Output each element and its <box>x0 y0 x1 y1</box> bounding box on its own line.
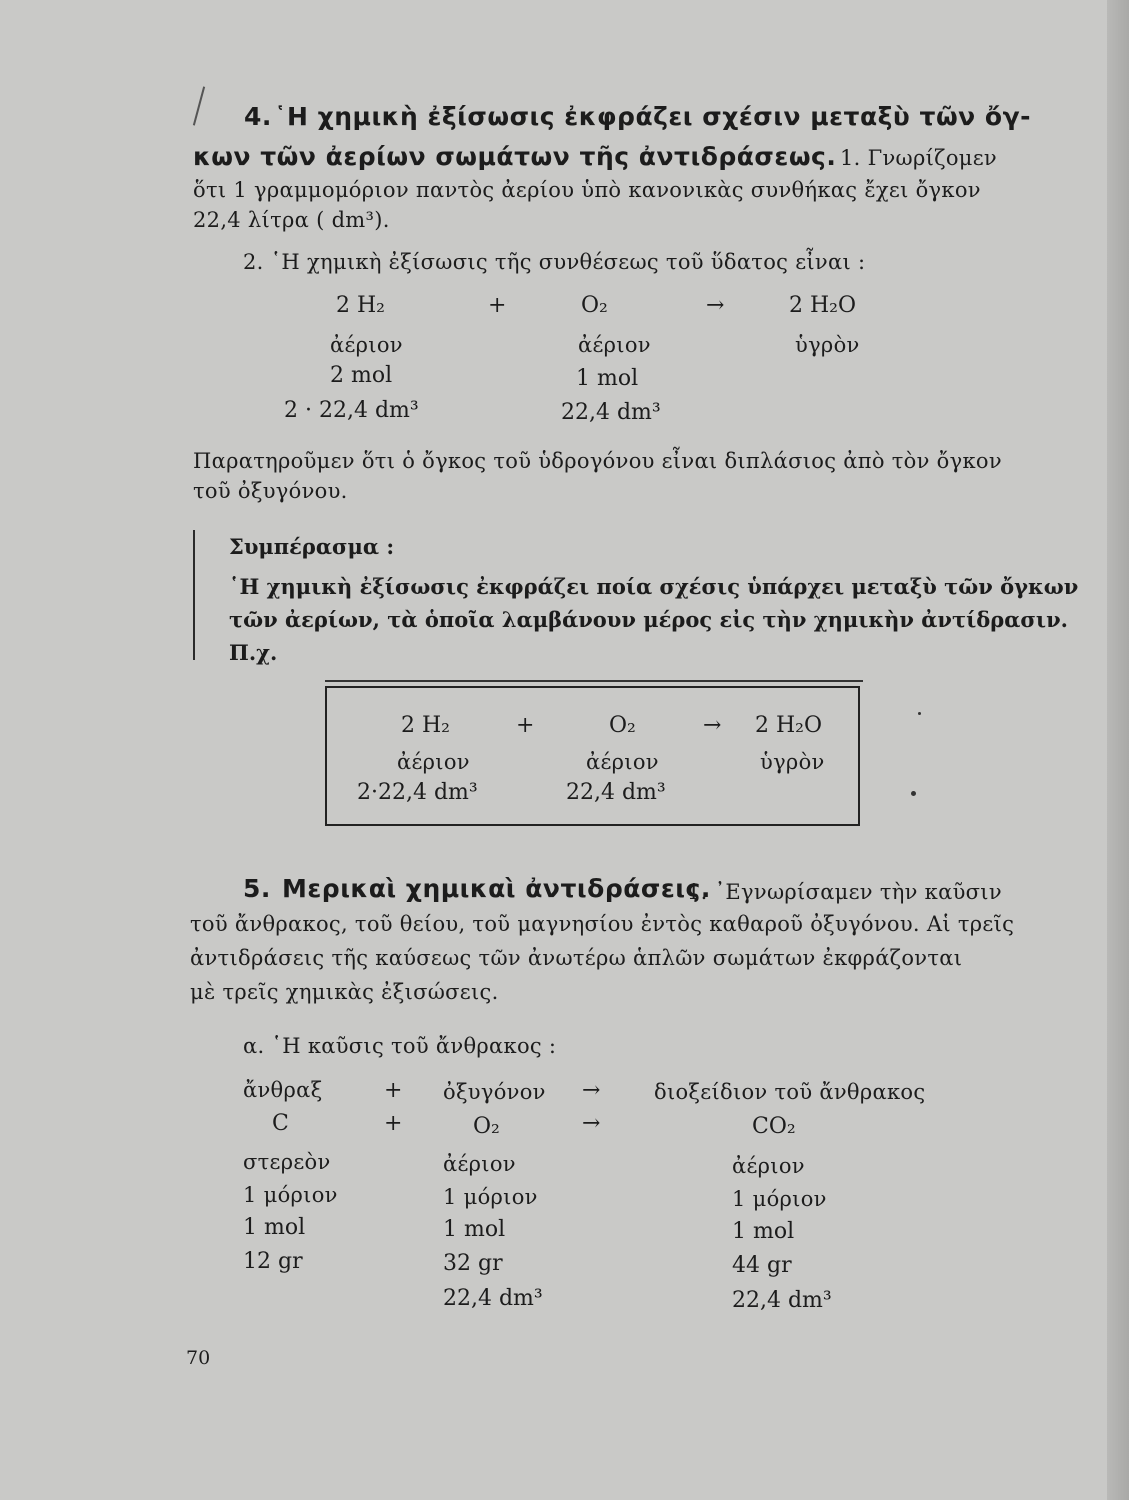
eq1-state-o2: ἀέριον <box>578 333 651 357</box>
box-h2o: 2 H₂O <box>755 713 823 738</box>
section5-heading: Μερικαὶ χημικαὶ ἀντιδράσεις. <box>282 874 711 903</box>
section4-heading-line1: ῾Η χημικὴ ἐξίσωσις ἐκφράζει σχέσιν μεταξὺ τῶν ὄγ- <box>274 102 1031 131</box>
reaction-formula-plus: + <box>384 1111 403 1136</box>
reaction-mass-co2: 44 gr <box>732 1253 792 1278</box>
observation-line1: Παρατηροῦμεν ὅτι ὁ ὄγκος τοῦ ὑδρογόνου εἶναι διπλάσιος ἀπὸ τὸν ὄγκον <box>193 449 1002 473</box>
pencil-mark <box>193 86 205 125</box>
reaction-formula-o2: O₂ <box>473 1114 500 1139</box>
eq1-h2o: 2 H₂O <box>789 293 857 318</box>
box-h2: 2 H₂ <box>401 713 450 738</box>
box-arrow: → <box>703 713 722 738</box>
section5-number: 5. <box>243 874 271 903</box>
reaction-name-carbon: ἄνθραξ <box>243 1078 323 1102</box>
eq1-vol-o2: 22,4 dm³ <box>561 400 661 425</box>
reaction-name-product: διοξείδιον τοῦ ἄνθρακος <box>654 1080 926 1104</box>
reaction-name-plus: + <box>384 1078 403 1103</box>
reaction-mol-o2: 1 mol <box>443 1217 506 1242</box>
reaction-formula-arrow: → <box>582 1111 601 1136</box>
reaction-mol-co2: 1 mol <box>732 1219 795 1244</box>
reaction-mol-c: 1 mol <box>243 1215 306 1240</box>
reaction-name-oxygen: ὀξυγόνον <box>443 1080 546 1104</box>
eq1-arrow: → <box>706 293 725 318</box>
box-vol-h2: 2·22,4 dm³ <box>357 780 478 805</box>
eq1-h2: 2 H₂ <box>336 293 385 318</box>
eq1-state-h2o: ὑγρὸν <box>795 333 860 357</box>
reaction-formula-c: C <box>272 1111 289 1136</box>
eq1-state-h2: ἀέριον <box>330 333 403 357</box>
reaction-state-c: στερεὸν <box>243 1150 331 1174</box>
section5-text-line3: ἀντιδράσεις τῆς καύσεως τῶν ἀνωτέρω ἁπλῶν σωμάτων ἐκφράζονται <box>190 946 963 970</box>
box-o2: O₂ <box>609 713 636 738</box>
box-vol-o2: 22,4 dm³ <box>566 780 666 805</box>
reaction-name-arrow: → <box>582 1078 601 1103</box>
section5-text-line2: τοῦ ἄνθρακος, τοῦ θείου, τοῦ μαγνησίου ἐντὸς καθαροῦ ὀξυγόνου. Αἱ τρεῖς <box>190 912 1015 936</box>
ink-speck <box>911 791 916 796</box>
reaction-mass-c: 12 gr <box>243 1249 303 1274</box>
reaction-volume-co2: 22,4 dm³ <box>732 1288 832 1313</box>
box-top-rule <box>325 680 863 682</box>
eq1-vol-h2: 2 · 22,4 dm³ <box>284 398 419 423</box>
eq1-o2: O₂ <box>581 293 608 318</box>
box-state-h2o: ὑγρὸν <box>760 750 825 774</box>
ink-speck <box>918 712 921 715</box>
section4-item2: 2. ῾Η χημικὴ ἐξίσωσις τῆς συνθέσεως τοῦ ὕδατος εἶναι : <box>243 250 866 274</box>
reaction-molecule-o2: 1 μόριον <box>443 1185 538 1209</box>
reaction-volume-o2: 22,4 dm³ <box>443 1286 543 1311</box>
box-plus: + <box>516 713 535 738</box>
page-edge-shadow <box>1107 0 1129 1500</box>
page-number: 70 <box>186 1347 211 1369</box>
reaction-state-co2: ἀέριον <box>732 1154 805 1178</box>
eq1-plus: + <box>488 293 507 318</box>
observation-line2: τοῦ ὀξυγόνου. <box>193 479 348 503</box>
eq1-mol-h2: 2 mol <box>330 363 393 388</box>
section5-text-line1-tail: 1. ᾿Εγνωρίσαμεν τὴν καῦσιν <box>687 880 1002 904</box>
conclusion-line2: τῶν ἀερίων, τὰ ὁποῖα λαμβάνουν μέρος εἰς τὴν χημικὴν ἀντίδρασιν. <box>229 607 1068 632</box>
section5-sub-a: α. ῾Η καῦσις τοῦ ἄνθρακος : <box>243 1034 557 1058</box>
box-state-h2: ἀέριον <box>397 750 470 774</box>
reaction-molecule-co2: 1 μόριον <box>732 1187 827 1211</box>
conclusion-margin-rule <box>193 530 195 660</box>
conclusion-line3: Π.χ. <box>229 640 278 665</box>
section4-text-line1-tail: 1. Γνωρίζομεν <box>840 146 997 170</box>
section5-text-line4: μὲ τρεῖς χημικὰς ἐξισώσεις. <box>190 980 499 1004</box>
reaction-state-o2: ἀέριον <box>443 1152 516 1176</box>
conclusion-title: Συμπέρασμα : <box>229 534 395 559</box>
reaction-molecule-c: 1 μόριον <box>243 1183 338 1207</box>
reaction-mass-o2: 32 gr <box>443 1251 503 1276</box>
section4-heading-line2: κων τῶν ἀερίων σωμάτων τῆς ἀντιδράσεως. <box>193 142 837 171</box>
reaction-formula-co2: CO₂ <box>752 1114 796 1139</box>
conclusion-line1: ῾Η χημικὴ ἐξίσωσις ἐκφράζει ποία σχέσις ὑπάρχει μεταξὺ τῶν ὄγκων <box>229 574 1079 599</box>
box-state-o2: ἀέριον <box>586 750 659 774</box>
section4-number: 4. <box>244 102 272 131</box>
section4-text-line2: ὅτι 1 γραμμομόριον παντὸς ἀερίου ὑπὸ κανονικὰς συνθήκας ἔχει ὄγκον <box>193 178 981 202</box>
section4-text-line3: 22,4 λίτρα ( dm³). <box>193 208 390 232</box>
eq1-mol-o2: 1 mol <box>576 366 639 391</box>
